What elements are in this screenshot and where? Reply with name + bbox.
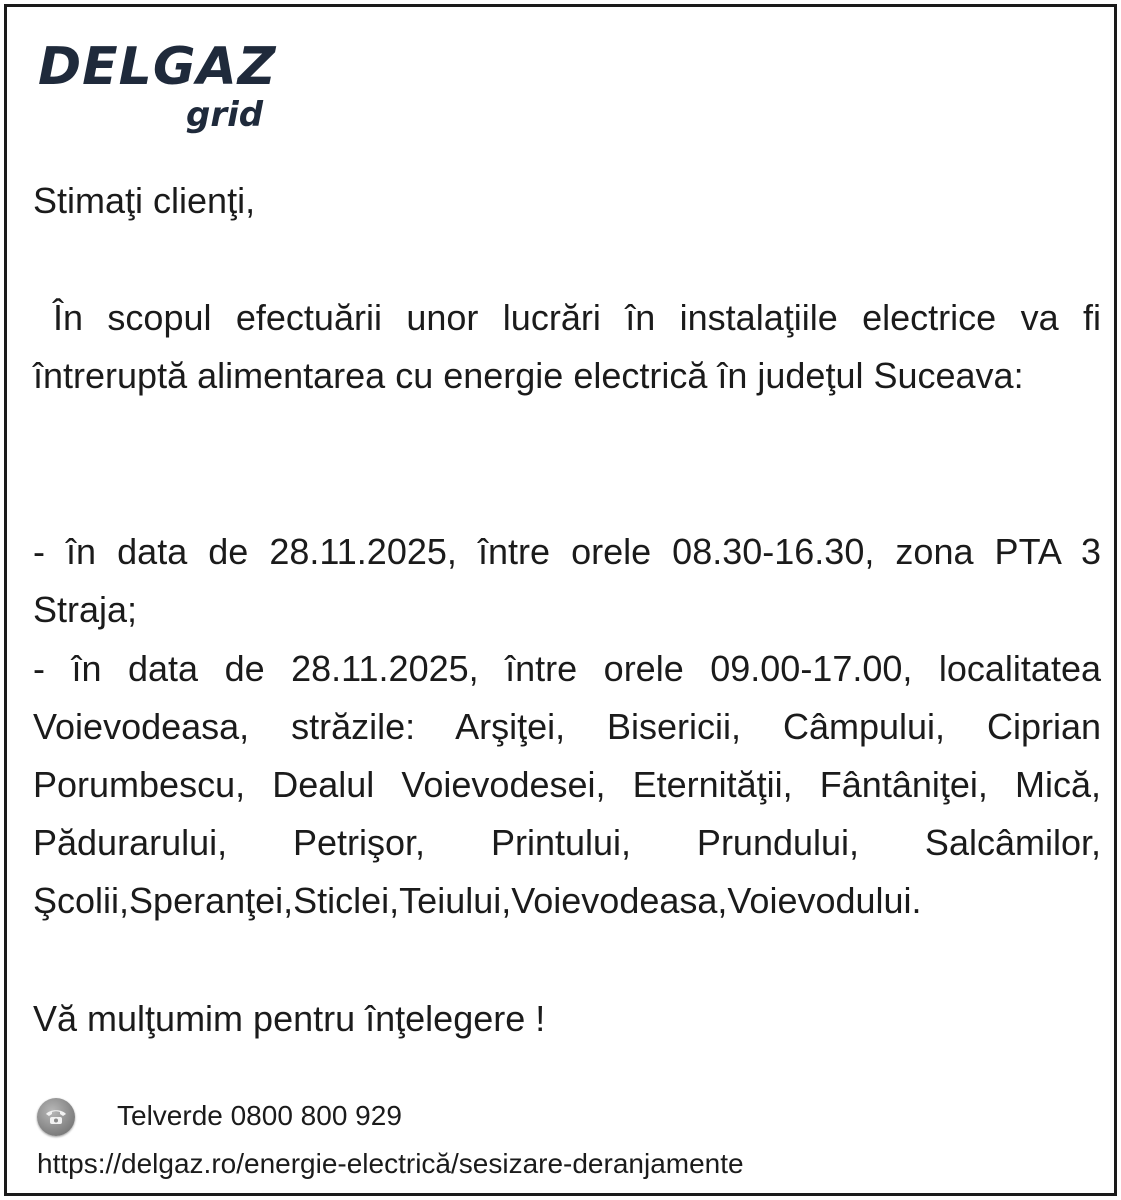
delgaz-grid-logo: [38, 39, 298, 139]
outage-item-1: - în data de 28.11.2025, între orele 08.30-16.30, zona PTA 3 Straja;: [33, 531, 1101, 630]
logo-sub-text: grid: [186, 95, 264, 135]
report-url[interactable]: https://delgaz.ro/energie-electrică/sesizare-deranjamente: [37, 1148, 744, 1179]
thanks-message: Vă mulţumim pentru înţelegere !: [33, 998, 546, 1039]
logo-brand-text: DELGAZ: [38, 37, 277, 97]
greeting: Stimaţi clienţi,: [33, 180, 256, 221]
outage-item-2: - în data de 28.11.2025, între orele 09.00-17.00, localitatea Voievodeasa, străzile: Arşiţei, Bisericii, Câmpului, Ciprian Porumbescu, Dealul Voievodesei, Eternităţii, Fântâniţei, Mică, Pădurarului, Petrişor, Printului, Prundului, Salcâmilor, Şcolii,Speranţei,Sticlei,Teiului,Voievodeasa,Voievodului.: [33, 648, 1101, 921]
intro-paragraph: În scopul efectuării unor lucrări în instalaţiile electrice va fi întreruptă alimentarea cu energie electrică în judeţul Suceava:: [33, 297, 1101, 396]
phone-contact: [37, 1096, 737, 1136]
phone-number: Telverde 0800 800 929: [117, 1100, 402, 1131]
notice-frame: [4, 4, 1117, 1196]
phone-icon: [37, 1098, 75, 1136]
